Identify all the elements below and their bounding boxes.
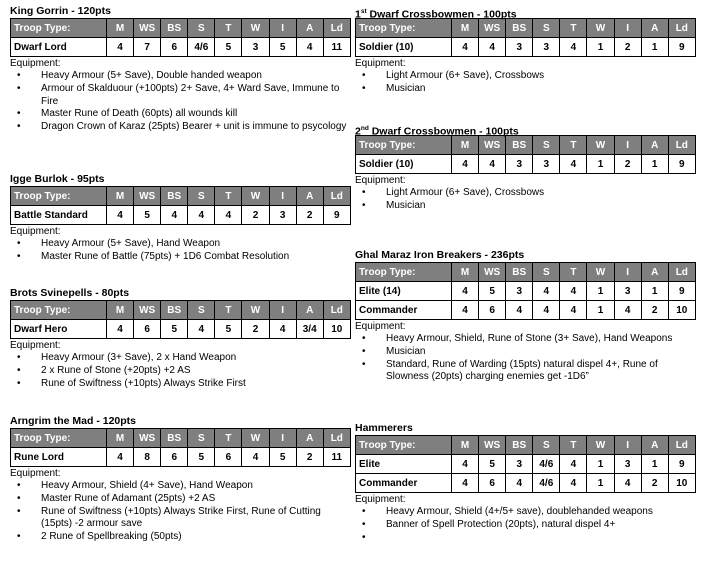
unit-block bbox=[10, 415, 351, 544]
stat-value-t: 4 bbox=[560, 282, 587, 301]
unit-block bbox=[10, 5, 351, 134]
equipment-item: • Heavy Armour (5+ Save), Double handed weapon bbox=[41, 70, 351, 83]
stat-table bbox=[10, 300, 351, 339]
stat-header-a: A bbox=[296, 187, 323, 206]
stat-value-ws: 4 bbox=[479, 155, 506, 174]
stat-table bbox=[355, 435, 696, 493]
stat-value-ws: 5 bbox=[479, 282, 506, 301]
equipment-label: Equipment: bbox=[10, 58, 61, 69]
stat-header-ws: WS bbox=[134, 429, 161, 448]
stat-header-ld: Ld bbox=[323, 187, 350, 206]
stat-header-m: M bbox=[107, 19, 134, 38]
troop-name: Commander bbox=[356, 301, 452, 320]
troop-name: Dwarf Lord bbox=[11, 38, 107, 57]
stat-header-i: I bbox=[614, 136, 641, 155]
stat-value-ws: 4 bbox=[479, 38, 506, 57]
stat-row bbox=[11, 448, 351, 467]
stat-value-ws: 6 bbox=[479, 301, 506, 320]
equipment-list bbox=[10, 238, 351, 264]
stat-value-m: 4 bbox=[452, 38, 479, 57]
equipment-label: Equipment: bbox=[355, 494, 406, 505]
stat-header-t: T bbox=[215, 429, 242, 448]
unit-title-ordinal: 1 bbox=[355, 8, 361, 21]
equipment-item: • Musician bbox=[386, 83, 696, 96]
stat-value-a: 3/4 bbox=[296, 320, 323, 339]
equipment-item: • Armour of Skalduour (+100pts) 2+ Save, 4+ Ward Save, Immune to Fire bbox=[41, 83, 351, 109]
stat-table bbox=[10, 18, 351, 57]
equipment-item: • Musician bbox=[386, 200, 696, 213]
troop-name: Soldier (10) bbox=[356, 155, 452, 174]
unit-block bbox=[355, 122, 696, 213]
stat-value-w: 1 bbox=[587, 155, 614, 174]
stat-value-i: 3 bbox=[614, 455, 641, 474]
equipment-item: • Banner of Spell Protection (20pts), natural dispel 4+ bbox=[386, 519, 696, 532]
stat-header-m: M bbox=[107, 187, 134, 206]
stat-value-a: 1 bbox=[641, 282, 668, 301]
stat-value-w: 1 bbox=[587, 301, 614, 320]
stat-value-a: 1 bbox=[641, 38, 668, 57]
stat-value-i: 5 bbox=[269, 448, 296, 467]
stat-header-s: S bbox=[533, 263, 560, 282]
stat-header-w: W bbox=[587, 19, 614, 38]
stat-header-bs: BS bbox=[506, 436, 533, 455]
stat-header-m: M bbox=[107, 301, 134, 320]
stat-value-m: 4 bbox=[452, 474, 479, 493]
stat-value-i: 3 bbox=[614, 282, 641, 301]
unit-title-text: Dwarf Crossbowmen - 100pts bbox=[368, 125, 519, 138]
stat-value-bs: 4 bbox=[506, 474, 533, 493]
troop-type-header: Troop Type: bbox=[356, 19, 452, 38]
stat-value-a: 1 bbox=[641, 155, 668, 174]
stat-value-m: 4 bbox=[107, 206, 134, 225]
stat-value-i: 4 bbox=[614, 301, 641, 320]
stat-value-bs: 4 bbox=[506, 301, 533, 320]
stat-header-ld: Ld bbox=[668, 436, 695, 455]
stat-header-i: I bbox=[614, 436, 641, 455]
stat-header-ld: Ld bbox=[668, 263, 695, 282]
stat-value-t: 4 bbox=[560, 38, 587, 57]
stat-value-w: 1 bbox=[587, 474, 614, 493]
stat-header-w: W bbox=[242, 429, 269, 448]
stat-value-bs: 3 bbox=[506, 155, 533, 174]
stat-header-w: W bbox=[587, 136, 614, 155]
stat-table bbox=[355, 135, 696, 174]
stat-header-t: T bbox=[215, 301, 242, 320]
stat-value-a: 1 bbox=[641, 455, 668, 474]
stat-value-i: 2 bbox=[614, 155, 641, 174]
equipment-label: Equipment: bbox=[355, 175, 406, 186]
stat-value-t: 4 bbox=[560, 155, 587, 174]
stat-value-ld: 9 bbox=[668, 38, 695, 57]
stat-header-w: W bbox=[242, 187, 269, 206]
stat-header-i: I bbox=[269, 301, 296, 320]
equipment-list bbox=[10, 352, 351, 390]
troop-name: Rune Lord bbox=[11, 448, 107, 467]
equipment-label: Equipment: bbox=[10, 468, 61, 479]
equipment-item: • Heavy Armour, Shield (4+/5+ save), doublehanded weapons bbox=[386, 506, 696, 519]
stat-value-s: 3 bbox=[533, 155, 560, 174]
stat-header-ld: Ld bbox=[323, 301, 350, 320]
stat-header-t: T bbox=[215, 19, 242, 38]
stat-value-m: 4 bbox=[107, 38, 134, 57]
stat-header-m: M bbox=[452, 436, 479, 455]
stat-value-w: 3 bbox=[242, 38, 269, 57]
stat-row bbox=[356, 455, 696, 474]
stat-header-m: M bbox=[452, 19, 479, 38]
equipment-label: Equipment: bbox=[355, 58, 406, 69]
equipment-label: Equipment: bbox=[10, 340, 61, 351]
stat-value-m: 4 bbox=[452, 155, 479, 174]
unit-title: King Gorrin - 120pts bbox=[10, 5, 111, 17]
stat-value-ws: 8 bbox=[134, 448, 161, 467]
stat-value-ld: 10 bbox=[668, 301, 695, 320]
stat-header-a: A bbox=[641, 436, 668, 455]
troop-type-header: Troop Type: bbox=[11, 429, 107, 448]
stat-value-s: 3 bbox=[533, 38, 560, 57]
equipment-item: • Light Armour (6+ Save), Crossbows bbox=[386, 70, 696, 83]
troop-name: Battle Standard bbox=[11, 206, 107, 225]
equipment-item: • Light Armour (6+ Save), Crossbows bbox=[386, 187, 696, 200]
equipment-list bbox=[355, 187, 696, 213]
stat-header-t: T bbox=[215, 187, 242, 206]
stat-header-ws: WS bbox=[134, 187, 161, 206]
stat-header-row bbox=[356, 19, 696, 38]
stat-header-bs: BS bbox=[506, 19, 533, 38]
stat-header-ws: WS bbox=[479, 263, 506, 282]
troop-type-header: Troop Type: bbox=[11, 19, 107, 38]
stat-header-row bbox=[11, 429, 351, 448]
stat-value-ld: 10 bbox=[323, 320, 350, 339]
equipment-label: Equipment: bbox=[355, 321, 406, 332]
stat-header-i: I bbox=[269, 187, 296, 206]
stat-value-t: 4 bbox=[560, 455, 587, 474]
stat-value-t: 6 bbox=[215, 448, 242, 467]
stat-header-a: A bbox=[296, 429, 323, 448]
unit-title bbox=[355, 5, 696, 21]
stat-value-s: 4/6 bbox=[533, 455, 560, 474]
stat-value-ws: 5 bbox=[479, 455, 506, 474]
stat-header-m: M bbox=[452, 263, 479, 282]
unit-block bbox=[10, 287, 351, 390]
stat-header-i: I bbox=[614, 263, 641, 282]
stat-value-m: 4 bbox=[452, 301, 479, 320]
stat-header-ws: WS bbox=[479, 436, 506, 455]
unit-title: Arngrim the Mad - 120pts bbox=[10, 415, 137, 427]
stat-header-ws: WS bbox=[134, 19, 161, 38]
equipment-item: • Master Rune of Adamant (25pts) +2 AS bbox=[41, 493, 351, 506]
stat-header-s: S bbox=[533, 19, 560, 38]
equipment-item: • Heavy Armour (3+ Save), 2 x Hand Weapon bbox=[41, 352, 351, 365]
equipment-item: • 2 x Rune of Stone (+20pts) +2 AS bbox=[41, 365, 351, 378]
unit-title-ordinal-suffix: st bbox=[360, 8, 367, 15]
stat-header-ld: Ld bbox=[323, 429, 350, 448]
stat-header-bs: BS bbox=[506, 263, 533, 282]
troop-name: Soldier (10) bbox=[356, 38, 452, 57]
stat-value-i: 4 bbox=[269, 320, 296, 339]
stat-header-a: A bbox=[296, 19, 323, 38]
stat-row bbox=[11, 206, 351, 225]
stat-value-ld: 11 bbox=[323, 448, 350, 467]
equipment-list bbox=[355, 70, 696, 96]
stat-value-s: 4 bbox=[533, 282, 560, 301]
stat-table bbox=[355, 262, 696, 320]
stat-row bbox=[356, 282, 696, 301]
equipment-item: • Heavy Armour, Shield, Rune of Stone (3+ Save), Hand Weapons bbox=[386, 333, 696, 346]
equipment-item: • 2 Rune of Spellbreaking (50pts) bbox=[41, 531, 351, 544]
troop-type-header: Troop Type: bbox=[11, 301, 107, 320]
stat-header-ws: WS bbox=[479, 136, 506, 155]
unit-title-ordinal: 2 bbox=[355, 125, 361, 138]
stat-header-a: A bbox=[641, 136, 668, 155]
stat-value-ld: 9 bbox=[668, 282, 695, 301]
stat-value-i: 4 bbox=[614, 474, 641, 493]
stat-header-s: S bbox=[533, 436, 560, 455]
equipment-label: Equipment: bbox=[10, 226, 61, 237]
stat-value-ld: 9 bbox=[668, 155, 695, 174]
stat-header-ld: Ld bbox=[323, 19, 350, 38]
stat-value-ws: 6 bbox=[134, 320, 161, 339]
unit-title: Hammerers bbox=[355, 422, 413, 434]
stat-value-ld: 9 bbox=[323, 206, 350, 225]
stat-row bbox=[356, 474, 696, 493]
stat-value-t: 5 bbox=[215, 320, 242, 339]
stat-header-ld: Ld bbox=[668, 136, 695, 155]
stat-value-a: 4 bbox=[296, 38, 323, 57]
stat-value-s: 4 bbox=[533, 301, 560, 320]
stat-header-a: A bbox=[296, 301, 323, 320]
stat-value-t: 4 bbox=[560, 474, 587, 493]
stat-value-t: 5 bbox=[215, 38, 242, 57]
equipment-item: • Musician bbox=[386, 346, 696, 359]
unit-title: Brots Svinepells - 80pts bbox=[10, 287, 130, 299]
stat-value-m: 4 bbox=[452, 282, 479, 301]
stat-value-i: 5 bbox=[269, 38, 296, 57]
stat-value-s: 5 bbox=[188, 448, 215, 467]
stat-value-ld: 10 bbox=[668, 474, 695, 493]
equipment-list bbox=[355, 333, 696, 384]
stat-header-t: T bbox=[560, 136, 587, 155]
stat-value-s: 4 bbox=[188, 206, 215, 225]
stat-value-a: 2 bbox=[641, 474, 668, 493]
stat-header-t: T bbox=[560, 19, 587, 38]
equipment-item: • Rune of Swiftness (+10pts) Always Strike First, Rune of Cutting (15pts) -2 armour save bbox=[41, 506, 351, 532]
stat-value-bs: 6 bbox=[161, 448, 188, 467]
stat-header-i: I bbox=[269, 429, 296, 448]
stat-header-row bbox=[356, 436, 696, 455]
stat-header-m: M bbox=[107, 429, 134, 448]
stat-value-w: 4 bbox=[242, 448, 269, 467]
stat-value-t: 4 bbox=[215, 206, 242, 225]
troop-name: Elite (14) bbox=[356, 282, 452, 301]
equipment-list bbox=[10, 70, 351, 134]
stat-header-a: A bbox=[641, 263, 668, 282]
stat-header-i: I bbox=[269, 19, 296, 38]
stat-header-s: S bbox=[188, 187, 215, 206]
stat-row bbox=[356, 38, 696, 57]
stat-header-s: S bbox=[188, 19, 215, 38]
equipment-item: • Rune of Swiftness (+10pts) Always Strike First bbox=[41, 378, 351, 391]
unit-block bbox=[355, 422, 696, 532]
stat-header-row bbox=[11, 301, 351, 320]
stat-value-m: 4 bbox=[452, 455, 479, 474]
stat-header-row bbox=[11, 187, 351, 206]
stat-value-bs: 3 bbox=[506, 455, 533, 474]
unit-block bbox=[355, 5, 696, 96]
stat-value-ld: 11 bbox=[323, 38, 350, 57]
stat-header-s: S bbox=[533, 136, 560, 155]
stat-header-w: W bbox=[242, 301, 269, 320]
equipment-list bbox=[355, 506, 696, 532]
stat-table bbox=[10, 428, 351, 467]
equipment-item: • Heavy Armour, Shield (4+ Save), Hand Weapon bbox=[41, 480, 351, 493]
stat-table bbox=[355, 18, 696, 57]
unit-block bbox=[355, 249, 696, 384]
unit-title: Ghal Maraz Iron Breakers - 236pts bbox=[355, 249, 525, 261]
equipment-item: • Master Rune of Death (60pts) all wounds kill bbox=[41, 108, 351, 121]
stat-value-bs: 3 bbox=[506, 38, 533, 57]
troop-type-header: Troop Type: bbox=[11, 187, 107, 206]
stat-header-w: W bbox=[587, 263, 614, 282]
troop-type-header: Troop Type: bbox=[356, 136, 452, 155]
stat-row bbox=[356, 301, 696, 320]
stat-value-t: 4 bbox=[560, 301, 587, 320]
unit-title-ordinal-suffix: nd bbox=[360, 125, 369, 132]
stat-value-bs: 5 bbox=[161, 320, 188, 339]
stat-header-t: T bbox=[560, 436, 587, 455]
stat-value-bs: 4 bbox=[161, 206, 188, 225]
stat-header-ws: WS bbox=[134, 301, 161, 320]
stat-value-bs: 3 bbox=[506, 282, 533, 301]
unit-block bbox=[10, 173, 351, 264]
stat-table bbox=[10, 186, 351, 225]
equipment-item: • Master Rune of Battle (75pts) + 1D6 Combat Resolution bbox=[41, 251, 351, 264]
stat-header-t: T bbox=[560, 263, 587, 282]
stat-header-s: S bbox=[188, 301, 215, 320]
stat-header-bs: BS bbox=[506, 136, 533, 155]
equipment-list bbox=[10, 480, 351, 544]
stat-value-i: 2 bbox=[614, 38, 641, 57]
stat-value-s: 4/6 bbox=[533, 474, 560, 493]
stat-header-bs: BS bbox=[161, 187, 188, 206]
stat-value-w: 1 bbox=[587, 455, 614, 474]
stat-value-ws: 6 bbox=[479, 474, 506, 493]
stat-value-a: 2 bbox=[296, 448, 323, 467]
stat-value-ws: 5 bbox=[134, 206, 161, 225]
stat-value-ws: 7 bbox=[134, 38, 161, 57]
stat-header-m: M bbox=[452, 136, 479, 155]
stat-header-bs: BS bbox=[161, 301, 188, 320]
stat-header-row bbox=[356, 136, 696, 155]
stat-header-s: S bbox=[188, 429, 215, 448]
unit-title: Igge Burlok - 95pts bbox=[10, 173, 105, 185]
stat-value-a: 2 bbox=[641, 301, 668, 320]
stat-value-m: 4 bbox=[107, 320, 134, 339]
unit-title-text: Dwarf Crossbowmen - 100pts bbox=[366, 8, 517, 21]
stat-value-s: 4/6 bbox=[188, 38, 215, 57]
stat-value-w: 1 bbox=[587, 38, 614, 57]
stat-row bbox=[11, 38, 351, 57]
stat-value-a: 2 bbox=[296, 206, 323, 225]
stat-row bbox=[356, 155, 696, 174]
stat-header-bs: BS bbox=[161, 19, 188, 38]
stat-header-row bbox=[11, 19, 351, 38]
stat-header-w: W bbox=[587, 436, 614, 455]
stat-header-a: A bbox=[641, 19, 668, 38]
equipment-item: • Dragon Crown of Karaz (25pts) Bearer + unit is immune to psycology bbox=[41, 121, 351, 134]
stat-value-w: 2 bbox=[242, 206, 269, 225]
troop-name: Dwarf Hero bbox=[11, 320, 107, 339]
troop-type-header: Troop Type: bbox=[356, 436, 452, 455]
troop-type-header: Troop Type: bbox=[356, 263, 452, 282]
unit-title bbox=[355, 122, 696, 138]
stat-value-m: 4 bbox=[107, 448, 134, 467]
stat-header-w: W bbox=[242, 19, 269, 38]
stat-header-bs: BS bbox=[161, 429, 188, 448]
stat-header-row bbox=[356, 263, 696, 282]
stat-value-w: 1 bbox=[587, 282, 614, 301]
equipment-item: • Heavy Armour (5+ Save), Hand Weapon bbox=[41, 238, 351, 251]
stat-value-i: 3 bbox=[269, 206, 296, 225]
troop-name: Elite bbox=[356, 455, 452, 474]
equipment-item: • Standard, Rune of Warding (15pts) natural dispel 4+, Rune of Slowness (20pts) charging enemies get -1D6” bbox=[386, 359, 696, 385]
stat-row bbox=[11, 320, 351, 339]
troop-name: Commander bbox=[356, 474, 452, 493]
stat-value-bs: 6 bbox=[161, 38, 188, 57]
stat-value-ld: 9 bbox=[668, 455, 695, 474]
stat-header-ws: WS bbox=[479, 19, 506, 38]
stat-header-ld: Ld bbox=[668, 19, 695, 38]
stat-header-i: I bbox=[614, 19, 641, 38]
stat-value-s: 4 bbox=[188, 320, 215, 339]
stat-value-w: 2 bbox=[242, 320, 269, 339]
